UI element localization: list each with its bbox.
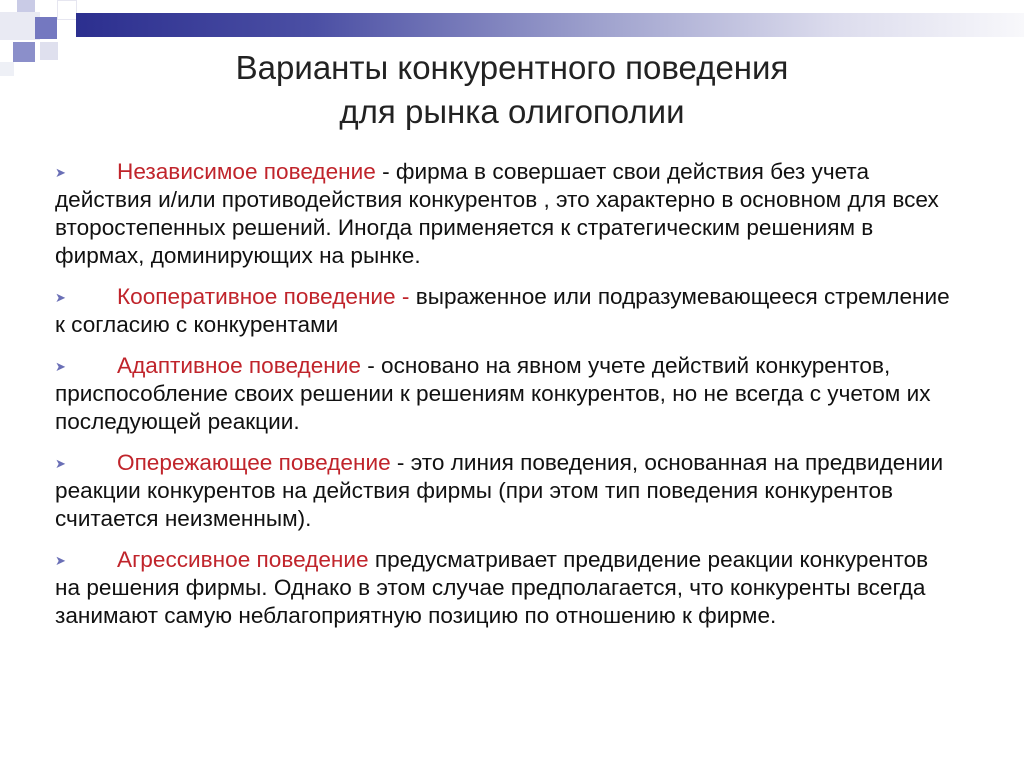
item-description: выраженное или подразумевающееся стремление к согласию с конкурентами [55, 284, 950, 337]
item-description: - фирма в совершает свои действия без учета действия и/или противодействия конкурентов , это характерно в основном для всех второстепенных решений. Иногда применяется к стратегическим решениям в фирмах, доминирующих на рынке. [55, 159, 939, 268]
behavior-list [55, 158, 960, 643]
list-item-proactive [55, 449, 960, 533]
decorative-square [0, 12, 40, 40]
term-label: Адаптивное поведение [117, 353, 361, 378]
decorative-square [0, 62, 14, 76]
decorative-square [35, 17, 57, 39]
decorative-square [13, 42, 35, 62]
decorative-square [40, 42, 58, 60]
arrowhead-bullet-icon: ➤ [55, 291, 66, 306]
item-description: - это линия поведения, основанная на предвидении реакции конкурентов на действия фирмы (при этом тип поведения конкурентов считается неизменным). [55, 450, 944, 531]
item-description: предусматривает предвидение реакции конкурентов на решения фирмы. Однако в этом случае предполагается, что конкуренты всегда занимают самую неблагоприятную позицию по отношению к фирме. [55, 547, 929, 628]
term-label: Агрессивное поведение [117, 547, 369, 572]
term-label: Опережающее поведение [117, 450, 391, 475]
slide-title-line-2: для рынка олигополии [339, 93, 685, 130]
slide-title-line-1: Варианты конкурентного поведения [235, 49, 789, 86]
arrowhead-bullet-icon: ➤ [55, 457, 66, 472]
list-item-adaptive [55, 352, 960, 436]
term-label: Кооперативное поведение - [117, 284, 410, 309]
decorative-square [57, 0, 77, 20]
list-item-cooperative [55, 283, 960, 339]
item-description: - основано на явном учете действий конкурентов, приспособление своих решении к решениям конкурентов, но не всегда с учетом их последующей реакции. [55, 353, 931, 434]
slide-title [60, 46, 964, 134]
term-label: Независимое поведение [117, 159, 376, 184]
header-gradient-bar [76, 13, 1024, 37]
arrowhead-bullet-icon: ➤ [55, 360, 66, 375]
arrowhead-bullet-icon: ➤ [55, 166, 66, 181]
arrowhead-bullet-icon: ➤ [55, 554, 66, 569]
list-item-independent [55, 158, 960, 270]
list-item-aggressive [55, 546, 960, 630]
